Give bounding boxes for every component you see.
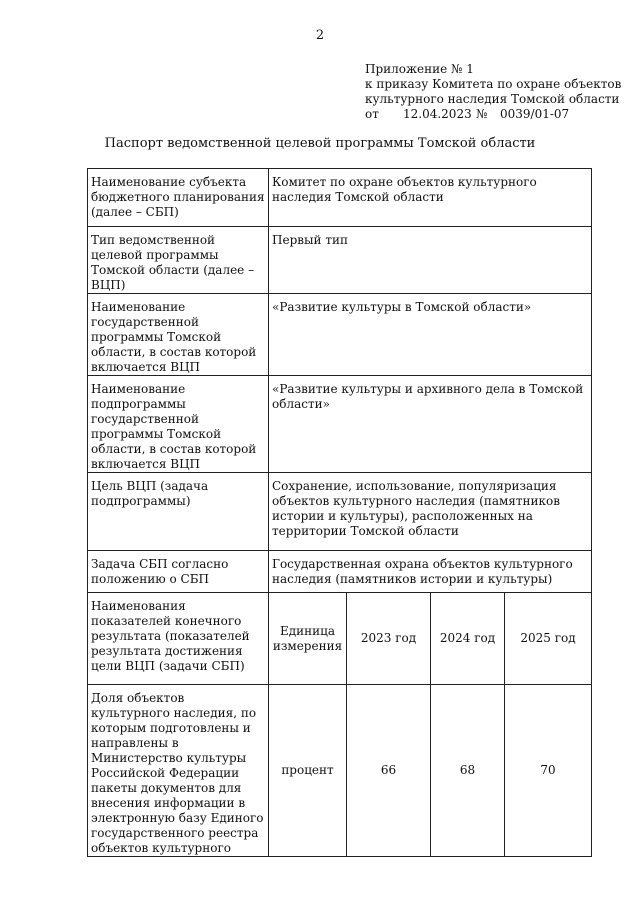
year-header-2025: 2025 год: [505, 593, 592, 685]
indicator-value-2024: 68: [431, 685, 505, 857]
indicator-value-2025: 70: [505, 685, 592, 857]
indicator-row: [88, 685, 592, 857]
document-title: Паспорт ведомственной целевой программы Томской области: [104, 136, 536, 151]
unit-header: Единица измерения: [269, 593, 347, 685]
row-value: Сохранение, использование, популяризация объектов культурного наследия (памятников истории и культуры), расположенных на территории Томской области: [269, 473, 592, 551]
row-label: Задача СБП согласно положению о СБП: [88, 551, 269, 593]
table-row: [88, 294, 592, 376]
indicators-header-label: Наименования показателей конечного результата (показателей результата достижения цели ВЦП (задачи СБП): [88, 593, 269, 685]
appendix-order-line: к приказу Комитета по охране объектов: [365, 77, 622, 91]
row-value: «Развитие культуры и архивного дела в Томской области»: [269, 376, 592, 473]
appendix-committee-line: культурного наследия Томской области: [365, 92, 620, 106]
year-header-2023: 2023 год: [347, 593, 431, 685]
order-date: 12.04.2023: [403, 107, 472, 121]
row-label: Наименование подпрограммы государственной программы Томской области, в состав которой включается ВЦП: [88, 376, 269, 473]
table-row: [88, 473, 592, 551]
year-header-2024: 2024 год: [431, 593, 505, 685]
page-number: 2: [315, 28, 325, 43]
number-prefix: №: [476, 107, 488, 121]
row-value: Государственная охрана объектов культурного наследия (памятников истории и культуры): [269, 551, 592, 593]
order-number: 0039/01-07: [500, 107, 570, 121]
row-value: «Развитие культуры в Томской области»: [269, 294, 592, 376]
row-value: Комитет по охране объектов культурного наследия Томской области: [269, 169, 592, 227]
date-prefix: от: [365, 107, 379, 121]
passport-table: [87, 168, 592, 857]
row-value: Первый тип: [269, 227, 592, 294]
table-row: [88, 227, 592, 294]
indicator-value-2023: 66: [347, 685, 431, 857]
table-row: [88, 169, 592, 227]
appendix-block: [365, 62, 621, 122]
indicators-header-row: [88, 593, 592, 685]
row-label: Наименование субъекта бюджетного планирования (далее – СБП): [88, 169, 269, 227]
row-label: Тип ведомственной целевой программы Томской области (далее – ВЦП): [88, 227, 269, 294]
indicator-name: Доля объектов культурного наследия, по которым подготовлены и направлены в Министерство культуры Российской Федерации пакеты документов для внесения информации в электронную базу Единого государственного реестра объектов культурного: [88, 685, 269, 857]
row-label: Наименование государственной программы Томской области, в состав которой включается ВЦП: [88, 294, 269, 376]
table-row: [88, 551, 592, 593]
appendix-title: Приложение № 1: [365, 62, 474, 76]
table-row: [88, 376, 592, 473]
appendix-date-line: [365, 107, 621, 122]
indicator-unit: процент: [269, 685, 347, 857]
row-label: Цель ВЦП (задача подпрограммы): [88, 473, 269, 551]
